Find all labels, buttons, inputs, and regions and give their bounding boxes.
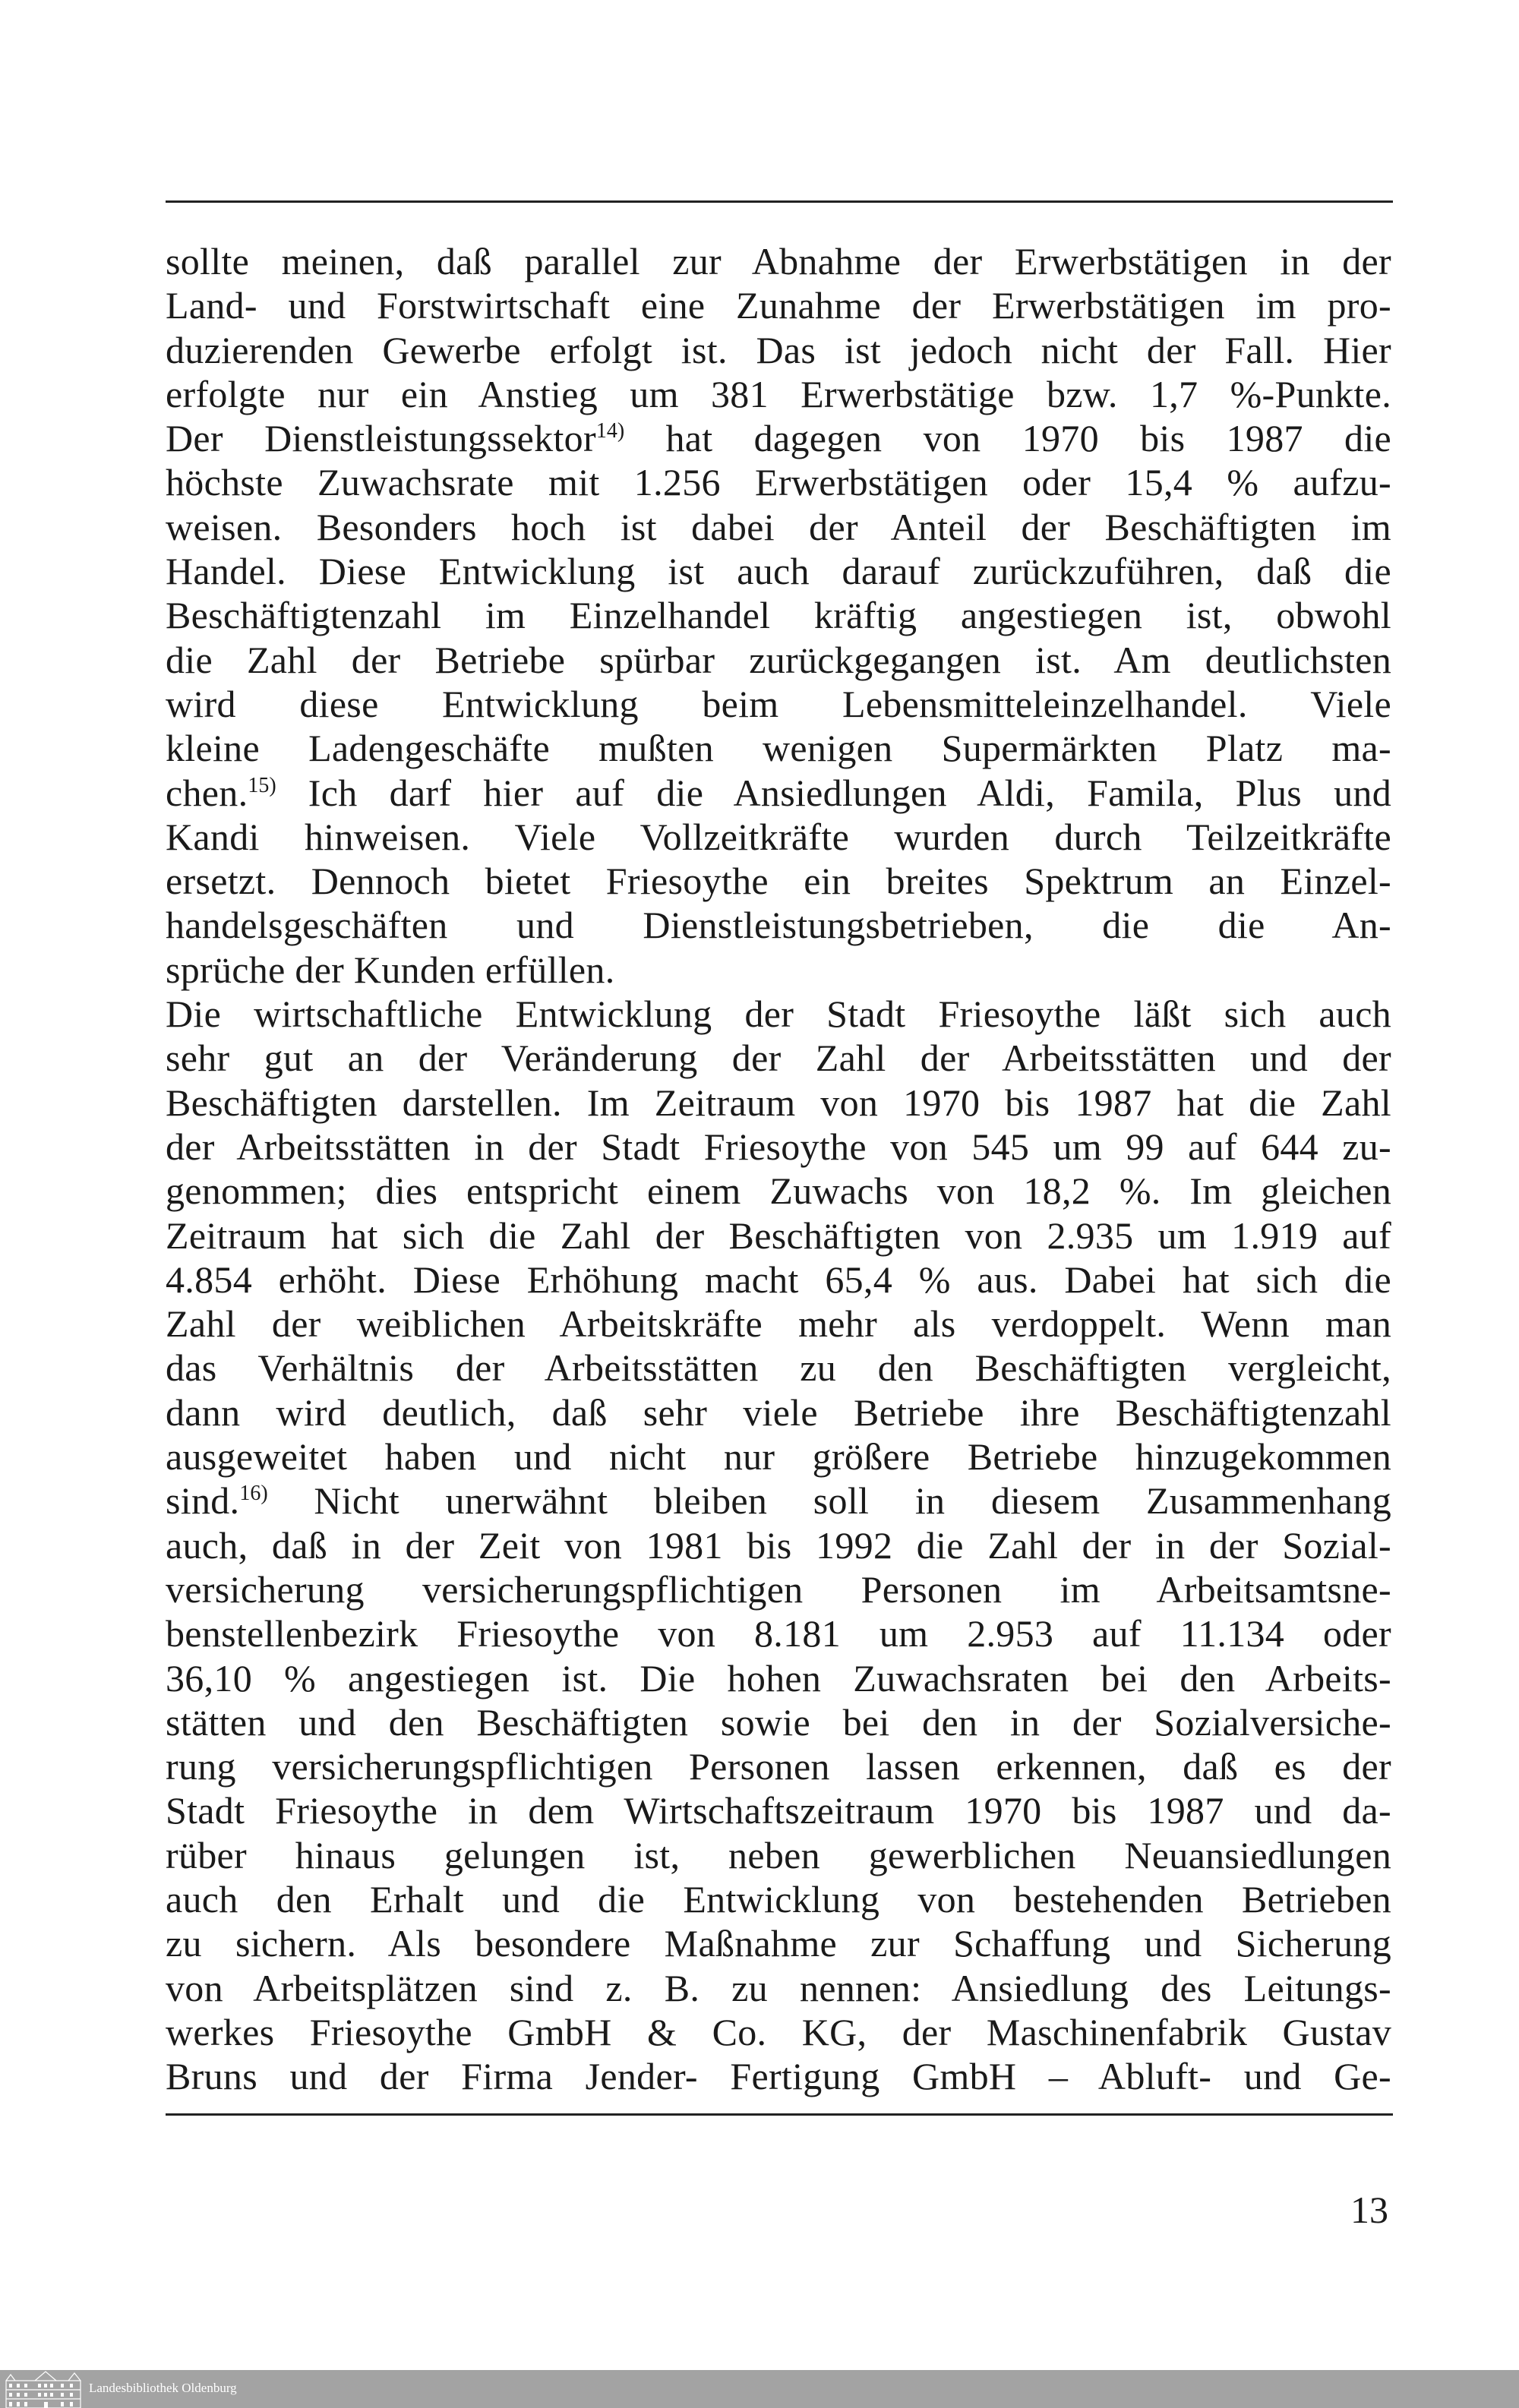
text-line [166,1966,1391,2010]
text-line [166,1125,1391,1169]
line-text: höchste Zuwachsrate mit 1.256 Erwerbstätigen oder 15,4 % aufzu- [166,461,1391,504]
text-line [166,1833,1391,1877]
line-text: benstellenbezirk Friesoythe von 8.181 um 2.953 auf 11.134 oder [166,1612,1391,1655]
body-text [166,239,1391,2098]
line-text: Der Dienstleistungssektor [166,417,596,460]
text-line [166,726,1391,770]
bottom-rule [166,2113,1393,2116]
line-text: genommen; dies entspricht einem Zuwachs von 18,2 %. Im gleichen [166,1169,1391,1213]
text-line [166,682,1391,726]
line-text: stätten und den Beschäftigten sowie bei den in der Sozialversiche- [166,1700,1391,1744]
line-text: 36,10 % angestiegen ist. Die hohen Zuwachsraten bei den Arbeits- [166,1656,1391,1699]
text-line [166,948,1391,992]
line-text: die Zahl der Betriebe spürbar zurückgegangen ist. Am deutlichsten [166,638,1391,681]
line-text: duzierenden Gewerbe erfolgt ist. Das ist jedoch nicht der Fall. Hier [166,328,1391,371]
line-text: werkes Friesoythe GmbH & Co. KG, der Maschinenfabrik Gustav [166,2010,1391,2053]
line-text: ersetzt. Dennoch bietet Friesoythe ein breites Spektrum an Einzel- [166,860,1391,903]
text-line [166,416,1391,460]
line-text: Handel. Diese Entwicklung ist auch darauf zurückzuführen, daß die [166,550,1391,593]
text-line [166,992,1391,1036]
text-line [166,903,1391,947]
top-rule [166,200,1393,203]
text-line [166,460,1391,504]
text-line [166,771,1391,815]
line-text: Die wirtschaftliche Entwicklung der Stadt Friesoythe läßt sich auch [166,993,1391,1036]
line-text: kleine Ladengeschäfte mußten wenigen Supermärkten Platz ma- [166,727,1391,770]
line-text: 4.854 erhöht. Diese Erhöhung macht 65,4 % aus. Dabei hat sich die [166,1258,1391,1301]
text-line [166,2010,1391,2054]
text-line [166,328,1391,372]
line-text: der Arbeitsstätten in der Stadt Friesoythe von 545 um 99 auf 644 zu- [166,1125,1391,1168]
text-line [166,638,1391,682]
footnote-reference: 15) [248,773,276,797]
line-text: auch den Erhalt und die Entwicklung von bestehenden Betrieben [166,1877,1391,1920]
text-line [166,1523,1391,1567]
text-line [166,1036,1391,1080]
line-text: rüber hinaus gelungen ist, neben gewerblichen Neuansiedlungen [166,1833,1391,1876]
text-line [166,1567,1391,1611]
line-text: rung versicherungspflichtigen Personen lassen erkennen, daß es der [166,1745,1391,1788]
text-line [166,283,1391,327]
line-text: versicherung versicherungspflichtigen Personen im Arbeitsamtsne- [166,1567,1391,1611]
text-line [166,815,1391,859]
text-line [166,1081,1391,1125]
line-text: sollte meinen, daß parallel zur Abnahme der Erwerbstätigen in der [166,240,1391,282]
text-line [166,1346,1391,1390]
library-building-icon [5,2370,82,2408]
line-text: Kandi hinweisen. Viele Vollzeitkräfte wurden durch Teilzeitkräfte [166,815,1391,858]
text-line [166,1788,1391,1832]
library-name: Landesbibliothek Oldenburg [89,2381,237,2395]
line-text: Stadt Friesoythe in dem Wirtschaftszeitraum 1970 bis 1987 und da- [166,1789,1391,1832]
text-line [166,1921,1391,1965]
line-text-continued: Nicht unerwähnt bleiben soll in diesem Zusammenhang [267,1479,1391,1523]
text-line [166,549,1391,593]
line-text: auch, daß in der Zeit von 1981 bis 1992 die Zahl der in der Sozial- [166,1523,1391,1567]
line-text: von Arbeitsplätzen sind z. B. zu nennen: Ansiedlung des Leitungs- [166,1966,1391,2009]
line-text-continued: hat dagegen von 1970 bis 1987 die [624,417,1392,460]
line-text: erfolgte nur ein Anstieg um 381 Erwerbstätige bzw. 1,7 %-Punkte. [166,372,1391,415]
line-text: sprüche der Kunden erfüllen. [166,948,615,991]
text-line [166,859,1391,903]
line-text: Zahl der weiblichen Arbeitskräfte mehr als verdoppelt. Wenn man [166,1302,1391,1346]
line-text: Bruns und der Firma Jender- Fertigung GmbH – Abluft- und Ge- [166,2055,1391,2098]
text-line [166,1302,1391,1346]
text-line [166,239,1391,283]
page-number: 13 [1350,2189,1388,2231]
line-text-continued: Ich darf hier auf die Ansiedlungen Aldi, Famila, Plus und [276,771,1391,814]
text-line [166,1877,1391,1921]
line-text: sehr gut an der Veränderung der Zahl der Arbeitsstätten und der [166,1037,1391,1080]
line-text: Beschäftigtenzahl im Einzelhandel kräftig angestiegen ist, obwohl [166,594,1391,637]
footnote-reference: 14) [595,419,625,443]
text-line [166,1213,1391,1258]
text-line [166,1434,1391,1479]
line-text: chen. [166,771,248,814]
text-line [166,1744,1391,1788]
text-line [166,1656,1391,1700]
text-line [166,1700,1391,1744]
line-text: ausgeweitet haben und nicht nur größere Betriebe hinzugekommen [166,1435,1391,1479]
line-text: zu sichern. Als besondere Maßnahme zur Schaffung und Sicherung [166,1922,1391,1965]
text-line [166,1258,1391,1302]
line-text: Zeitraum hat sich die Zahl der Beschäftigten von 2.935 um 1.919 auf [166,1213,1391,1257]
text-line [166,1611,1391,1655]
text-line [166,1479,1391,1523]
line-text: dann wird deutlich, daß sehr viele Betriebe ihre Beschäftigtenzahl [166,1390,1391,1434]
text-line [166,372,1391,416]
text-line [166,505,1391,549]
text-line [166,2054,1391,2098]
footnote-reference: 16) [239,1482,268,1506]
line-text: weisen. Besonders hoch ist dabei der Anteil der Beschäftigten im [166,505,1391,548]
text-line [166,593,1391,637]
line-text: handelsgeschäften und Dienstleistungsbetrieben, die die An- [166,904,1391,947]
line-text: wird diese Entwicklung beim Lebensmitteleinzelhandel. Viele [166,682,1391,725]
line-text: Beschäftigten darstellen. Im Zeitraum von 1970 bis 1987 hat die Zahl [166,1081,1391,1124]
text-line [166,1390,1391,1434]
line-text: Land- und Forstwirtschaft eine Zunahme der Erwerbstätigen im pro- [166,284,1391,327]
line-text: sind. [166,1479,240,1523]
footer-bar [0,2370,1519,2408]
text-line [166,1169,1391,1213]
line-text: das Verhältnis der Arbeitsstätten zu den Beschäftigten vergleicht, [166,1346,1391,1390]
